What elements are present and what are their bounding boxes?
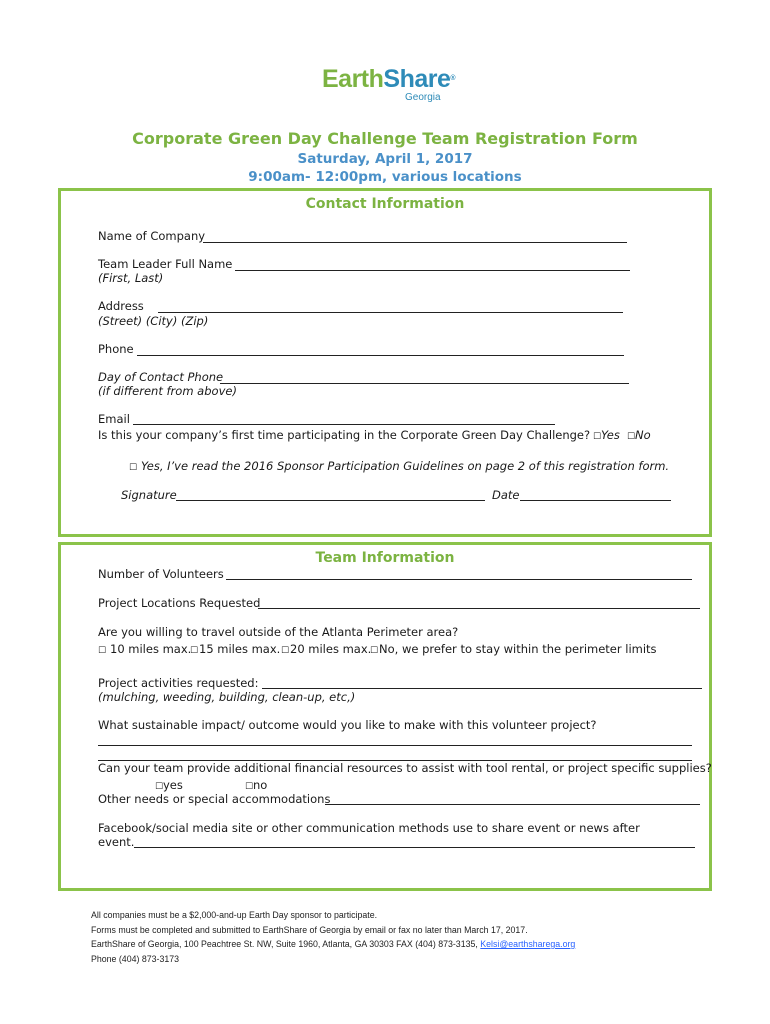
signature-label: Signature [121,488,177,502]
address-field[interactable] [158,312,623,313]
email-label: Email [98,412,130,426]
activities-field[interactable] [262,688,702,689]
travel-no-checkbox[interactable]: ☐ [370,646,379,656]
leader-field[interactable] [235,270,630,271]
social-question-cont: event. [98,835,135,849]
logo-reg: ® [450,75,456,82]
impact-field-1[interactable] [98,745,692,746]
first-time-question: Is this your company’s first time participating in the Corporate Green Day Challenge? [98,428,591,442]
travel-no-label: No, we prefer to stay within the perimeter limits [379,642,657,656]
financial-yes-label: yes [163,778,183,792]
financial-no-label: no [253,778,268,792]
financial-no-checkbox[interactable]: ☐ [245,782,254,792]
activities-label: Project activities requested: [98,676,259,690]
locations-label: Project Locations Requested [98,596,261,610]
earthshare-logo [322,65,456,112]
guidelines-text: Yes, I’ve read the 2016 Sponsor Participation Guidelines on page 2 of this registration form. [141,459,670,473]
yes-label: Yes [601,428,620,442]
contact-heading: Contact Information [305,196,465,212]
footer-line-1: All companies must be a $2,000-and-up Earth Day sponsor to participate. [91,910,378,920]
locations-field[interactable] [258,608,700,609]
email-field[interactable] [133,424,555,425]
signature-field[interactable] [176,500,485,501]
travel-20-label: 20 miles max. [290,642,372,656]
footer-line-4: Phone (404) 873-3173 [91,953,180,964]
event-date: Saturday, April 1, 2017 [297,151,473,167]
logo-share: Share [383,65,451,93]
travel-20-checkbox[interactable]: ☐ [281,646,290,656]
company-label: Name of Company [98,229,206,243]
day-phone-hint: (if different from above) [98,384,237,398]
date-label: Date [492,488,520,502]
no-checkbox[interactable]: ☐ [627,432,636,442]
contact-email-link[interactable]: Kelsi@earthsharega.org [480,939,576,949]
leader-label: Team Leader Full Name [98,257,233,271]
company-field[interactable] [203,242,627,243]
day-phone-field[interactable] [220,383,629,384]
day-phone-label: Day of Contact Phone [98,370,224,384]
event-time: 9:00am- 12:00pm, various locations [248,169,522,185]
travel-15-checkbox[interactable]: ☐ [190,646,199,656]
form-title: Corporate Green Day Challenge Team Registration Form [132,129,638,148]
logo-georgia: Georgia [405,92,441,103]
phone-field[interactable] [137,355,624,356]
no-label: No [635,428,651,442]
volunteers-label: Number of Volunteers [98,567,224,581]
travel-10-label: 10 miles max. [110,642,192,656]
phone-label: Phone [98,342,134,356]
team-section [58,542,712,891]
financial-question: Can your team provide additional financial resources to assist with tool rental, or project specific supplies? [98,761,712,775]
social-field[interactable] [134,847,695,848]
footer-address: EarthShare of Georgia, 100 Peachtree St. NW, Suite 1960, Atlanta, GA 30303 FAX (404) 873-3135, [91,939,478,949]
footer-line-3 [91,937,575,952]
other-needs-field[interactable] [325,804,700,805]
team-heading: Team Information [315,550,455,566]
travel-question: Are you willing to travel outside of the Atlanta Perimeter area? [98,625,459,639]
logo-earth: Earth [322,65,384,93]
yes-checkbox[interactable]: ☐ [593,432,602,442]
address-hint: (Street) (City) (Zip) [98,314,209,328]
other-needs-label: Other needs or special accommodations [98,792,331,806]
activities-hint: (mulching, weeding, building, clean-up, etc,) [98,690,356,704]
date-field[interactable] [520,500,671,501]
financial-yes-checkbox[interactable]: ☐ [155,782,164,792]
volunteers-field[interactable] [226,579,692,580]
footer-line-2: Forms must be completed and submitted to EarthShare of Georgia by email or fax no later than March 17, 2017. [91,924,528,935]
footer [91,908,575,966]
leader-hint: (First, Last) [98,271,164,285]
address-label: Address [98,299,144,313]
travel-10-checkbox[interactable]: ☐ [98,646,107,656]
guidelines-checkbox[interactable]: ☐ [129,463,138,473]
social-question: Facebook/social media site or other communication methods use to share event or news after [98,821,640,835]
impact-question: What sustainable impact/ outcome would you like to make with this volunteer project? [98,718,597,732]
travel-15-label: 15 miles max. [199,642,281,656]
